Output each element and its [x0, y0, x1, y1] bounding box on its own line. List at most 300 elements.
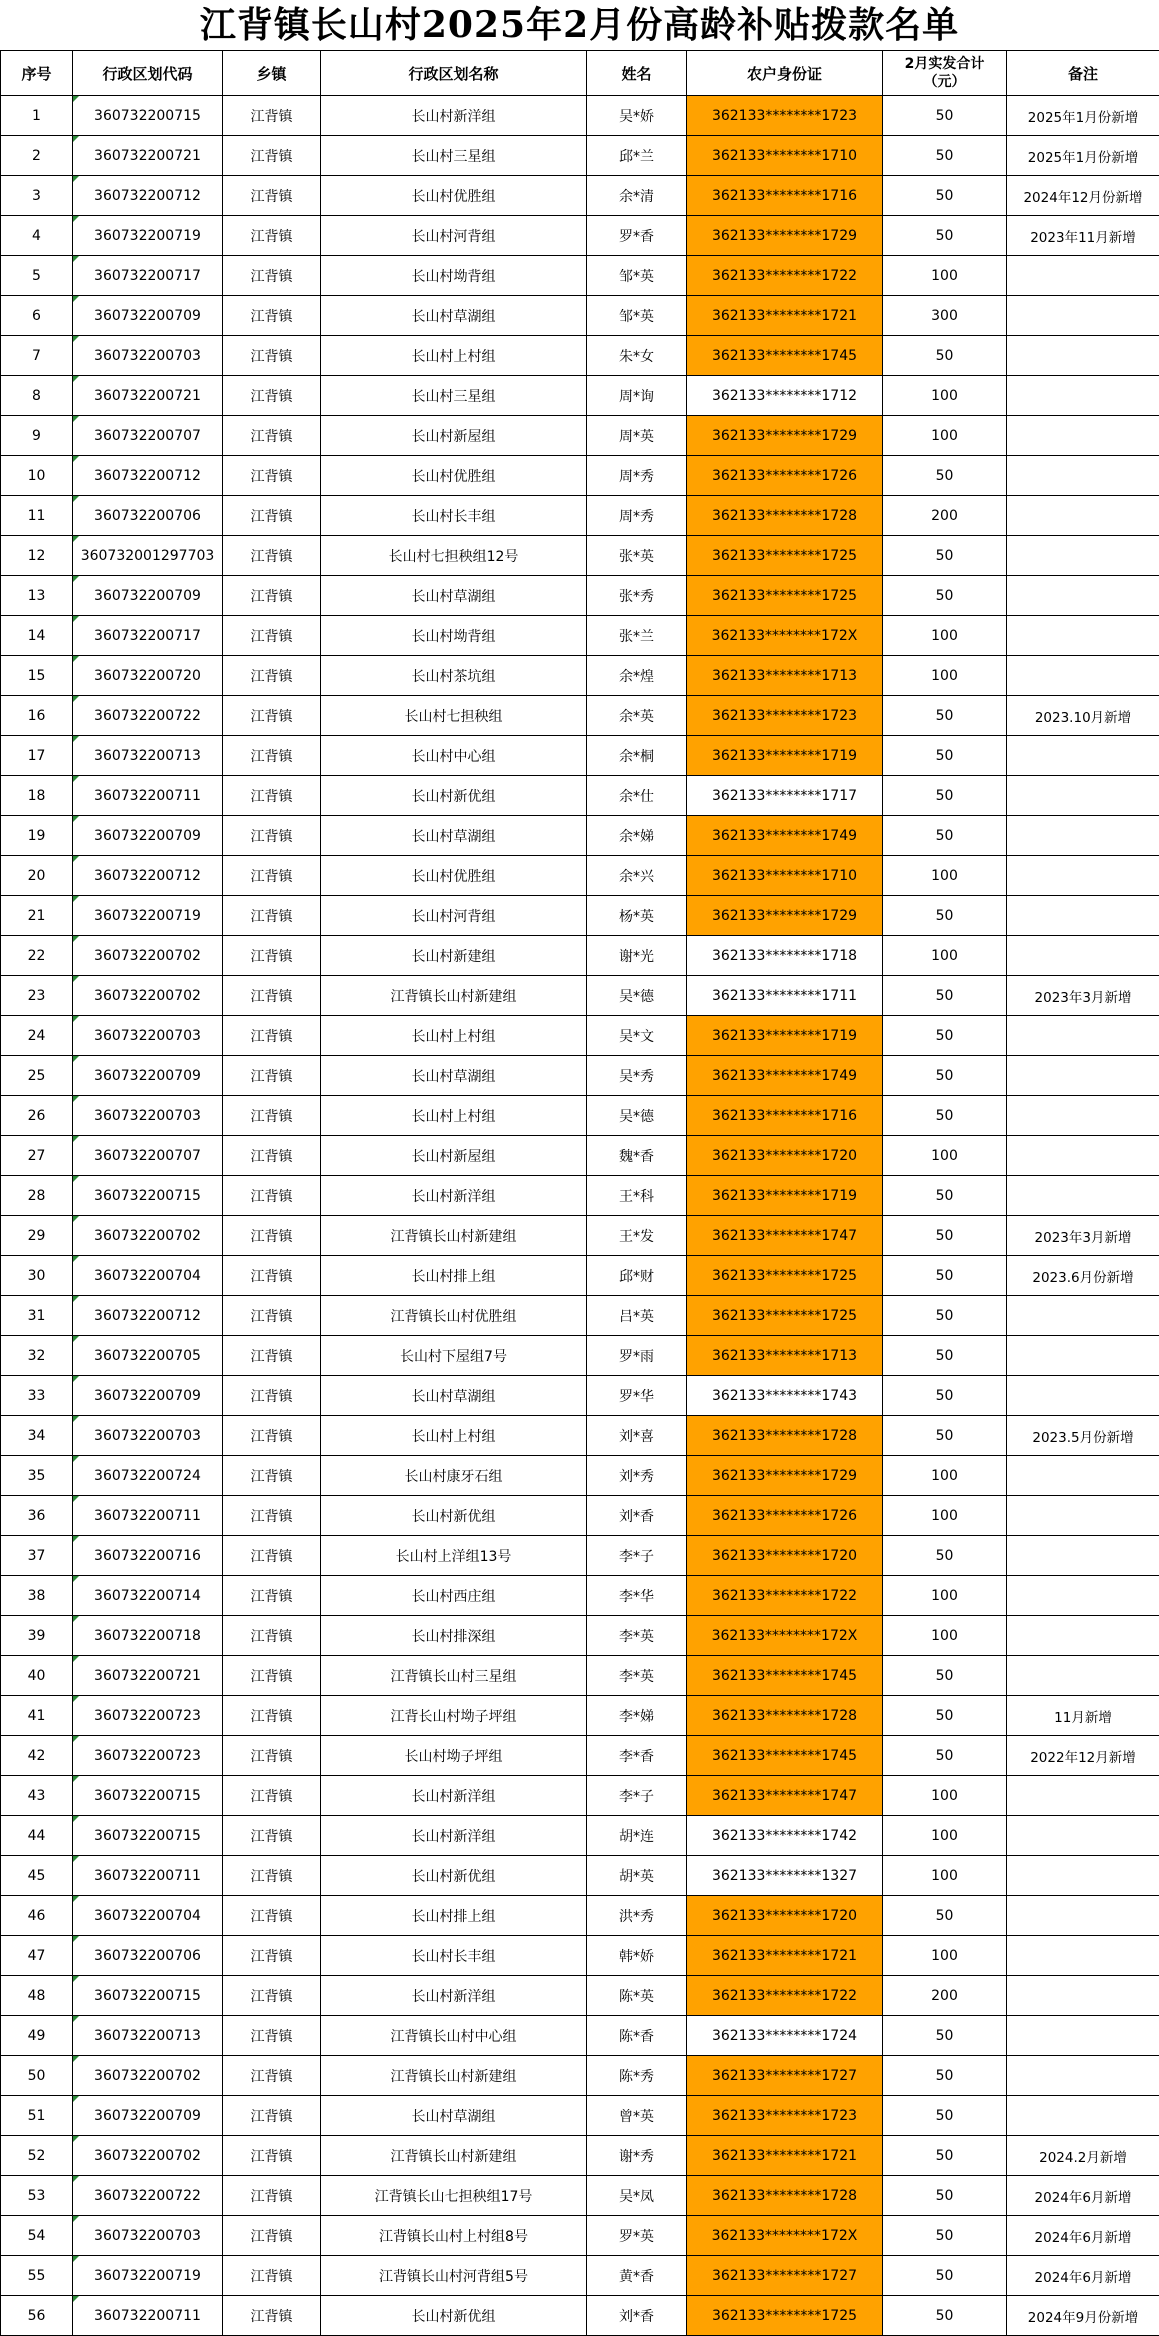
cell-seq: 6: [1, 296, 73, 336]
table-row: [1, 656, 1159, 696]
cell-admin-code: 360732200702: [73, 976, 223, 1016]
cell-id-number: 362133********172X: [687, 1616, 883, 1656]
table-row: [1, 1216, 1159, 1256]
cell-area-name: 长山村上洋组13号: [321, 1536, 587, 1576]
cell-admin-code: 360732200715: [73, 1816, 223, 1856]
cell-amount: 50: [883, 1096, 1007, 1136]
cell-town: 江背镇: [223, 1416, 321, 1456]
cell-person-name: 张*兰: [587, 616, 687, 656]
cell-town: 江背镇: [223, 2176, 321, 2216]
cell-area-name: 长山村新洋组: [321, 1176, 587, 1216]
cell-note: [1007, 1656, 1159, 1696]
table-row: [1, 416, 1159, 456]
cell-area-name: 长山村康牙石组: [321, 1456, 587, 1496]
cell-note: [1007, 816, 1159, 856]
cell-id-number: 362133********1720: [687, 1136, 883, 1176]
cell-seq: 14: [1, 616, 73, 656]
cell-amount: 300: [883, 296, 1007, 336]
cell-id-number: 362133********1716: [687, 1096, 883, 1136]
cell-town: 江背镇: [223, 1056, 321, 1096]
cell-person-name: 胡*英: [587, 1856, 687, 1896]
cell-note: [1007, 1336, 1159, 1376]
cell-id-number: 362133********1711: [687, 976, 883, 1016]
cell-amount: 50: [883, 2256, 1007, 2296]
cell-area-name: 江背镇长山村三星组: [321, 1656, 587, 1696]
table-row: [1, 1976, 1159, 2016]
table-row: [1, 736, 1159, 776]
cell-admin-code: 360732200722: [73, 2176, 223, 2216]
cell-note: [1007, 1496, 1159, 1536]
cell-person-name: 张*秀: [587, 576, 687, 616]
cell-id-number: 362133********1728: [687, 1416, 883, 1456]
cell-id-number: 362133********1719: [687, 1176, 883, 1216]
cell-town: 江背镇: [223, 896, 321, 936]
cell-person-name: 吴*娇: [587, 96, 687, 136]
cell-amount: 50: [883, 776, 1007, 816]
cell-note: 2025年1月份新增: [1007, 136, 1159, 176]
cell-seq: 10: [1, 456, 73, 496]
cell-note: [1007, 1536, 1159, 1576]
cell-amount: 50: [883, 576, 1007, 616]
cell-seq: 4: [1, 216, 73, 256]
header-amount-line1: 2月实发合计: [904, 56, 985, 72]
cell-id-number: 362133********1712: [687, 376, 883, 416]
cell-area-name: 江背镇长山村上村组8号: [321, 2216, 587, 2256]
cell-seq: 49: [1, 2016, 73, 2056]
cell-admin-code: 360732200706: [73, 496, 223, 536]
cell-area-name: 长山村中心组: [321, 736, 587, 776]
cell-town: 江背镇: [223, 1336, 321, 1376]
table-row: [1, 1496, 1159, 1536]
table-row: [1, 2096, 1159, 2136]
cell-area-name: 江背长山村坳子坪组: [321, 1696, 587, 1736]
table-row: [1, 96, 1159, 136]
cell-town: 江背镇: [223, 1936, 321, 1976]
cell-person-name: 韩*娇: [587, 1936, 687, 1976]
cell-note: [1007, 456, 1159, 496]
cell-amount: 50: [883, 1296, 1007, 1336]
cell-person-name: 罗*雨: [587, 1336, 687, 1376]
header-area: 行政区划名称: [321, 51, 587, 96]
cell-amount: 50: [883, 1256, 1007, 1296]
cell-id-number: 362133********172X: [687, 2216, 883, 2256]
cell-admin-code: 360732200711: [73, 1856, 223, 1896]
cell-area-name: 长山村优胜组: [321, 856, 587, 896]
cell-id-number: 362133********1728: [687, 496, 883, 536]
cell-town: 江背镇: [223, 256, 321, 296]
cell-admin-code: 360732200721: [73, 376, 223, 416]
table-row: [1, 496, 1159, 536]
table-row: [1, 976, 1159, 1016]
table-row: [1, 816, 1159, 856]
cell-note: [1007, 1816, 1159, 1856]
cell-id-number: 362133********1749: [687, 816, 883, 856]
cell-seq: 25: [1, 1056, 73, 1096]
cell-town: 江背镇: [223, 416, 321, 456]
cell-admin-code: 360732200709: [73, 1376, 223, 1416]
cell-admin-code: 360732200709: [73, 2096, 223, 2136]
cell-id-number: 362133********1725: [687, 576, 883, 616]
cell-amount: 200: [883, 1976, 1007, 2016]
cell-note: [1007, 1096, 1159, 1136]
cell-amount: 50: [883, 2136, 1007, 2176]
cell-amount: 100: [883, 656, 1007, 696]
table-row: [1, 2136, 1159, 2176]
cell-admin-code: 360732200723: [73, 1696, 223, 1736]
cell-id-number: 362133********1722: [687, 1976, 883, 2016]
cell-note: [1007, 1776, 1159, 1816]
cell-town: 江背镇: [223, 2096, 321, 2136]
table-row: [1, 536, 1159, 576]
cell-seq: 31: [1, 1296, 73, 1336]
cell-amount: 50: [883, 696, 1007, 736]
cell-id-number: 362133********1718: [687, 936, 883, 976]
cell-town: 江背镇: [223, 696, 321, 736]
cell-area-name: 长山村三星组: [321, 136, 587, 176]
cell-id-number: 362133********1710: [687, 136, 883, 176]
cell-admin-code: 360732200723: [73, 1736, 223, 1776]
cell-town: 江背镇: [223, 2136, 321, 2176]
cell-area-name: 长山村草湖组: [321, 576, 587, 616]
page-title: 江背镇长山村2025年2月份高龄补贴拨款名单: [199, 4, 960, 46]
cell-amount: 50: [883, 1896, 1007, 1936]
cell-note: [1007, 576, 1159, 616]
cell-person-name: 罗*香: [587, 216, 687, 256]
cell-note: [1007, 2096, 1159, 2136]
cell-id-number: 362133********1727: [687, 2056, 883, 2096]
cell-note: [1007, 1296, 1159, 1336]
cell-town: 江背镇: [223, 296, 321, 336]
header-seq: 序号: [1, 51, 73, 96]
cell-note: [1007, 1576, 1159, 1616]
cell-id-number: 362133********1747: [687, 1776, 883, 1816]
cell-seq: 16: [1, 696, 73, 736]
table-row: [1, 896, 1159, 936]
cell-admin-code: 360732200716: [73, 1536, 223, 1576]
table-row: [1, 1456, 1159, 1496]
subsidy-table: [0, 50, 1159, 2336]
cell-seq: 53: [1, 2176, 73, 2216]
cell-admin-code: 360732200704: [73, 1896, 223, 1936]
cell-area-name: 长山村新优组: [321, 1496, 587, 1536]
cell-id-number: 362133********1722: [687, 1576, 883, 1616]
cell-town: 江背镇: [223, 336, 321, 376]
cell-seq: 22: [1, 936, 73, 976]
cell-amount: 50: [883, 736, 1007, 776]
table-header-row: [1, 51, 1159, 96]
cell-area-name: 长山村河背组: [321, 216, 587, 256]
cell-admin-code: 360732001297703: [73, 536, 223, 576]
cell-admin-code: 360732200719: [73, 896, 223, 936]
cell-area-name: 长山村新屋组: [321, 1136, 587, 1176]
cell-seq: 24: [1, 1016, 73, 1056]
cell-note: 2024年12月份新增: [1007, 176, 1159, 216]
cell-note: [1007, 776, 1159, 816]
table-row: [1, 1416, 1159, 1456]
cell-admin-code: 360732200709: [73, 296, 223, 336]
cell-admin-code: 360732200715: [73, 1976, 223, 2016]
cell-admin-code: 360732200703: [73, 1416, 223, 1456]
cell-town: 江背镇: [223, 1136, 321, 1176]
cell-person-name: 邱*财: [587, 1256, 687, 1296]
cell-amount: 50: [883, 2216, 1007, 2256]
cell-area-name: 长山村长丰组: [321, 1936, 587, 1976]
cell-area-name: 长山村新洋组: [321, 1776, 587, 1816]
cell-person-name: 李*英: [587, 1656, 687, 1696]
cell-town: 江背镇: [223, 1016, 321, 1056]
cell-seq: 54: [1, 2216, 73, 2256]
cell-seq: 3: [1, 176, 73, 216]
cell-amount: 100: [883, 936, 1007, 976]
cell-seq: 50: [1, 2056, 73, 2096]
cell-seq: 27: [1, 1136, 73, 1176]
cell-seq: 9: [1, 416, 73, 456]
cell-note: 2024年6月新增: [1007, 2216, 1159, 2256]
cell-area-name: 长山村排深组: [321, 1616, 587, 1656]
cell-seq: 33: [1, 1376, 73, 1416]
cell-admin-code: 360732200719: [73, 216, 223, 256]
cell-seq: 41: [1, 1696, 73, 1736]
cell-seq: 15: [1, 656, 73, 696]
cell-area-name: 长山村茶坑组: [321, 656, 587, 696]
cell-seq: 56: [1, 2296, 73, 2336]
cell-id-number: 362133********1725: [687, 1296, 883, 1336]
cell-admin-code: 360732200703: [73, 1096, 223, 1136]
cell-area-name: 长山村上村组: [321, 1016, 587, 1056]
cell-note: [1007, 616, 1159, 656]
cell-area-name: 长山村优胜组: [321, 456, 587, 496]
cell-amount: 50: [883, 896, 1007, 936]
cell-id-number: 362133********1749: [687, 1056, 883, 1096]
header-amount: [883, 51, 1007, 96]
cell-amount: 100: [883, 1576, 1007, 1616]
cell-amount: 50: [883, 1216, 1007, 1256]
cell-admin-code: 360732200711: [73, 2296, 223, 2336]
cell-note: [1007, 336, 1159, 376]
table-row: [1, 1736, 1159, 1776]
cell-person-name: 邹*英: [587, 256, 687, 296]
cell-town: 江背镇: [223, 1496, 321, 1536]
cell-person-name: 李*娣: [587, 1696, 687, 1736]
cell-area-name: 长山村上村组: [321, 336, 587, 376]
cell-admin-code: 360732200711: [73, 776, 223, 816]
cell-person-name: 吴*文: [587, 1016, 687, 1056]
cell-amount: 50: [883, 536, 1007, 576]
cell-amount: 50: [883, 2056, 1007, 2096]
table-row: [1, 1576, 1159, 1616]
cell-town: 江背镇: [223, 1656, 321, 1696]
cell-note: 2023.6月份新增: [1007, 1256, 1159, 1296]
cell-note: [1007, 1936, 1159, 1976]
cell-person-name: 谢*光: [587, 936, 687, 976]
cell-note: 2025年1月份新增: [1007, 96, 1159, 136]
cell-seq: 52: [1, 2136, 73, 2176]
cell-town: 江背镇: [223, 1776, 321, 1816]
cell-admin-code: 360732200702: [73, 1216, 223, 1256]
cell-admin-code: 360732200714: [73, 1576, 223, 1616]
cell-person-name: 李*英: [587, 1616, 687, 1656]
cell-area-name: 长山村新优组: [321, 1856, 587, 1896]
cell-person-name: 黄*香: [587, 2256, 687, 2296]
cell-note: [1007, 2056, 1159, 2096]
cell-town: 江背镇: [223, 96, 321, 136]
cell-person-name: 吴*秀: [587, 1056, 687, 1096]
cell-admin-code: 360732200703: [73, 1016, 223, 1056]
cell-seq: 34: [1, 1416, 73, 1456]
cell-person-name: 周*秀: [587, 496, 687, 536]
cell-note: [1007, 1856, 1159, 1896]
cell-note: 2024年9月份新增: [1007, 2296, 1159, 2336]
cell-id-number: 362133********1710: [687, 856, 883, 896]
cell-admin-code: 360732200712: [73, 856, 223, 896]
cell-area-name: 长山村新建组: [321, 936, 587, 976]
cell-id-number: 362133********1745: [687, 336, 883, 376]
cell-person-name: 余*煌: [587, 656, 687, 696]
cell-area-name: 长山村草湖组: [321, 1376, 587, 1416]
cell-town: 江背镇: [223, 1216, 321, 1256]
cell-id-number: 362133********1722: [687, 256, 883, 296]
cell-amount: 50: [883, 136, 1007, 176]
cell-town: 江背镇: [223, 656, 321, 696]
cell-person-name: 刘*香: [587, 2296, 687, 2336]
table-row: [1, 1856, 1159, 1896]
cell-amount: 50: [883, 2296, 1007, 2336]
cell-area-name: 江背镇长山村新建组: [321, 2136, 587, 2176]
cell-area-name: 长山村新优组: [321, 776, 587, 816]
cell-admin-code: 360732200720: [73, 656, 223, 696]
cell-town: 江背镇: [223, 2216, 321, 2256]
cell-amount: 100: [883, 856, 1007, 896]
cell-note: 2023年3月新增: [1007, 976, 1159, 1016]
cell-admin-code: 360732200718: [73, 1616, 223, 1656]
cell-amount: 50: [883, 1416, 1007, 1456]
cell-person-name: 邱*兰: [587, 136, 687, 176]
cell-seq: 51: [1, 2096, 73, 2136]
table-row: [1, 2056, 1159, 2096]
table-row: [1, 1096, 1159, 1136]
cell-person-name: 余*清: [587, 176, 687, 216]
table-row: [1, 856, 1159, 896]
cell-seq: 45: [1, 1856, 73, 1896]
cell-area-name: 长山村排上组: [321, 1896, 587, 1936]
cell-amount: 100: [883, 1776, 1007, 1816]
cell-admin-code: 360732200713: [73, 2016, 223, 2056]
cell-amount: 50: [883, 456, 1007, 496]
cell-area-name: 长山村草湖组: [321, 1056, 587, 1096]
cell-town: 江背镇: [223, 1256, 321, 1296]
cell-id-number: 362133********1720: [687, 1536, 883, 1576]
cell-id-number: 362133********1743: [687, 1376, 883, 1416]
cell-amount: 100: [883, 1816, 1007, 1856]
cell-note: 2022年12月新增: [1007, 1736, 1159, 1776]
cell-note: [1007, 496, 1159, 536]
table-row: [1, 1896, 1159, 1936]
cell-admin-code: 360732200712: [73, 1296, 223, 1336]
cell-town: 江背镇: [223, 576, 321, 616]
cell-amount: 50: [883, 1536, 1007, 1576]
cell-amount: 50: [883, 1056, 1007, 1096]
header-note: 备注: [1007, 51, 1159, 96]
cell-note: 2023年3月新增: [1007, 1216, 1159, 1256]
cell-note: [1007, 1896, 1159, 1936]
cell-amount: 100: [883, 1496, 1007, 1536]
cell-admin-code: 360732200717: [73, 256, 223, 296]
cell-town: 江背镇: [223, 1896, 321, 1936]
cell-amount: 100: [883, 1136, 1007, 1176]
cell-id-number: 362133********1729: [687, 416, 883, 456]
cell-seq: 26: [1, 1096, 73, 1136]
cell-area-name: 长山村草湖组: [321, 296, 587, 336]
cell-note: 2023.10月新增: [1007, 696, 1159, 736]
cell-note: [1007, 2016, 1159, 2056]
cell-seq: 36: [1, 1496, 73, 1536]
cell-area-name: 长山村上村组: [321, 1096, 587, 1136]
cell-seq: 48: [1, 1976, 73, 2016]
cell-note: 2024.2月新增: [1007, 2136, 1159, 2176]
cell-town: 江背镇: [223, 136, 321, 176]
cell-town: 江背镇: [223, 2056, 321, 2096]
cell-person-name: 洪*秀: [587, 1896, 687, 1936]
cell-town: 江背镇: [223, 936, 321, 976]
cell-seq: 12: [1, 536, 73, 576]
cell-town: 江背镇: [223, 1176, 321, 1216]
cell-id-number: 362133********1713: [687, 1336, 883, 1376]
cell-id-number: 362133********1721: [687, 296, 883, 336]
cell-amount: 100: [883, 256, 1007, 296]
cell-person-name: 刘*香: [587, 1496, 687, 1536]
cell-note: 11月新增: [1007, 1696, 1159, 1736]
cell-town: 江背镇: [223, 1736, 321, 1776]
cell-town: 江背镇: [223, 2016, 321, 2056]
cell-admin-code: 360732200719: [73, 2256, 223, 2296]
cell-area-name: 长山村新优组: [321, 2296, 587, 2336]
cell-admin-code: 360732200702: [73, 2136, 223, 2176]
cell-area-name: 长山村新洋组: [321, 1816, 587, 1856]
table-row: [1, 936, 1159, 976]
cell-note: 2024年6月新增: [1007, 2256, 1159, 2296]
cell-town: 江背镇: [223, 816, 321, 856]
cell-note: [1007, 1176, 1159, 1216]
cell-amount: 100: [883, 376, 1007, 416]
cell-note: [1007, 736, 1159, 776]
cell-admin-code: 360732200707: [73, 1136, 223, 1176]
cell-note: 2023年11月新增: [1007, 216, 1159, 256]
cell-admin-code: 360732200722: [73, 696, 223, 736]
cell-seq: 38: [1, 1576, 73, 1616]
cell-area-name: 长山村坳背组: [321, 256, 587, 296]
cell-id-number: 362133********1723: [687, 96, 883, 136]
cell-person-name: 周*秀: [587, 456, 687, 496]
table-row: [1, 1816, 1159, 1856]
cell-person-name: 李*子: [587, 1776, 687, 1816]
cell-person-name: 邹*英: [587, 296, 687, 336]
cell-seq: 32: [1, 1336, 73, 1376]
table-row: [1, 616, 1159, 656]
cell-amount: 50: [883, 1376, 1007, 1416]
cell-seq: 46: [1, 1896, 73, 1936]
cell-admin-code: 360732200721: [73, 136, 223, 176]
cell-town: 江背镇: [223, 616, 321, 656]
cell-admin-code: 360732200715: [73, 1176, 223, 1216]
cell-id-number: 362133********1747: [687, 1216, 883, 1256]
cell-admin-code: 360732200712: [73, 456, 223, 496]
cell-seq: 17: [1, 736, 73, 776]
cell-town: 江背镇: [223, 1576, 321, 1616]
cell-amount: 100: [883, 1936, 1007, 1976]
cell-note: [1007, 896, 1159, 936]
cell-note: [1007, 1056, 1159, 1096]
table-row: [1, 136, 1159, 176]
